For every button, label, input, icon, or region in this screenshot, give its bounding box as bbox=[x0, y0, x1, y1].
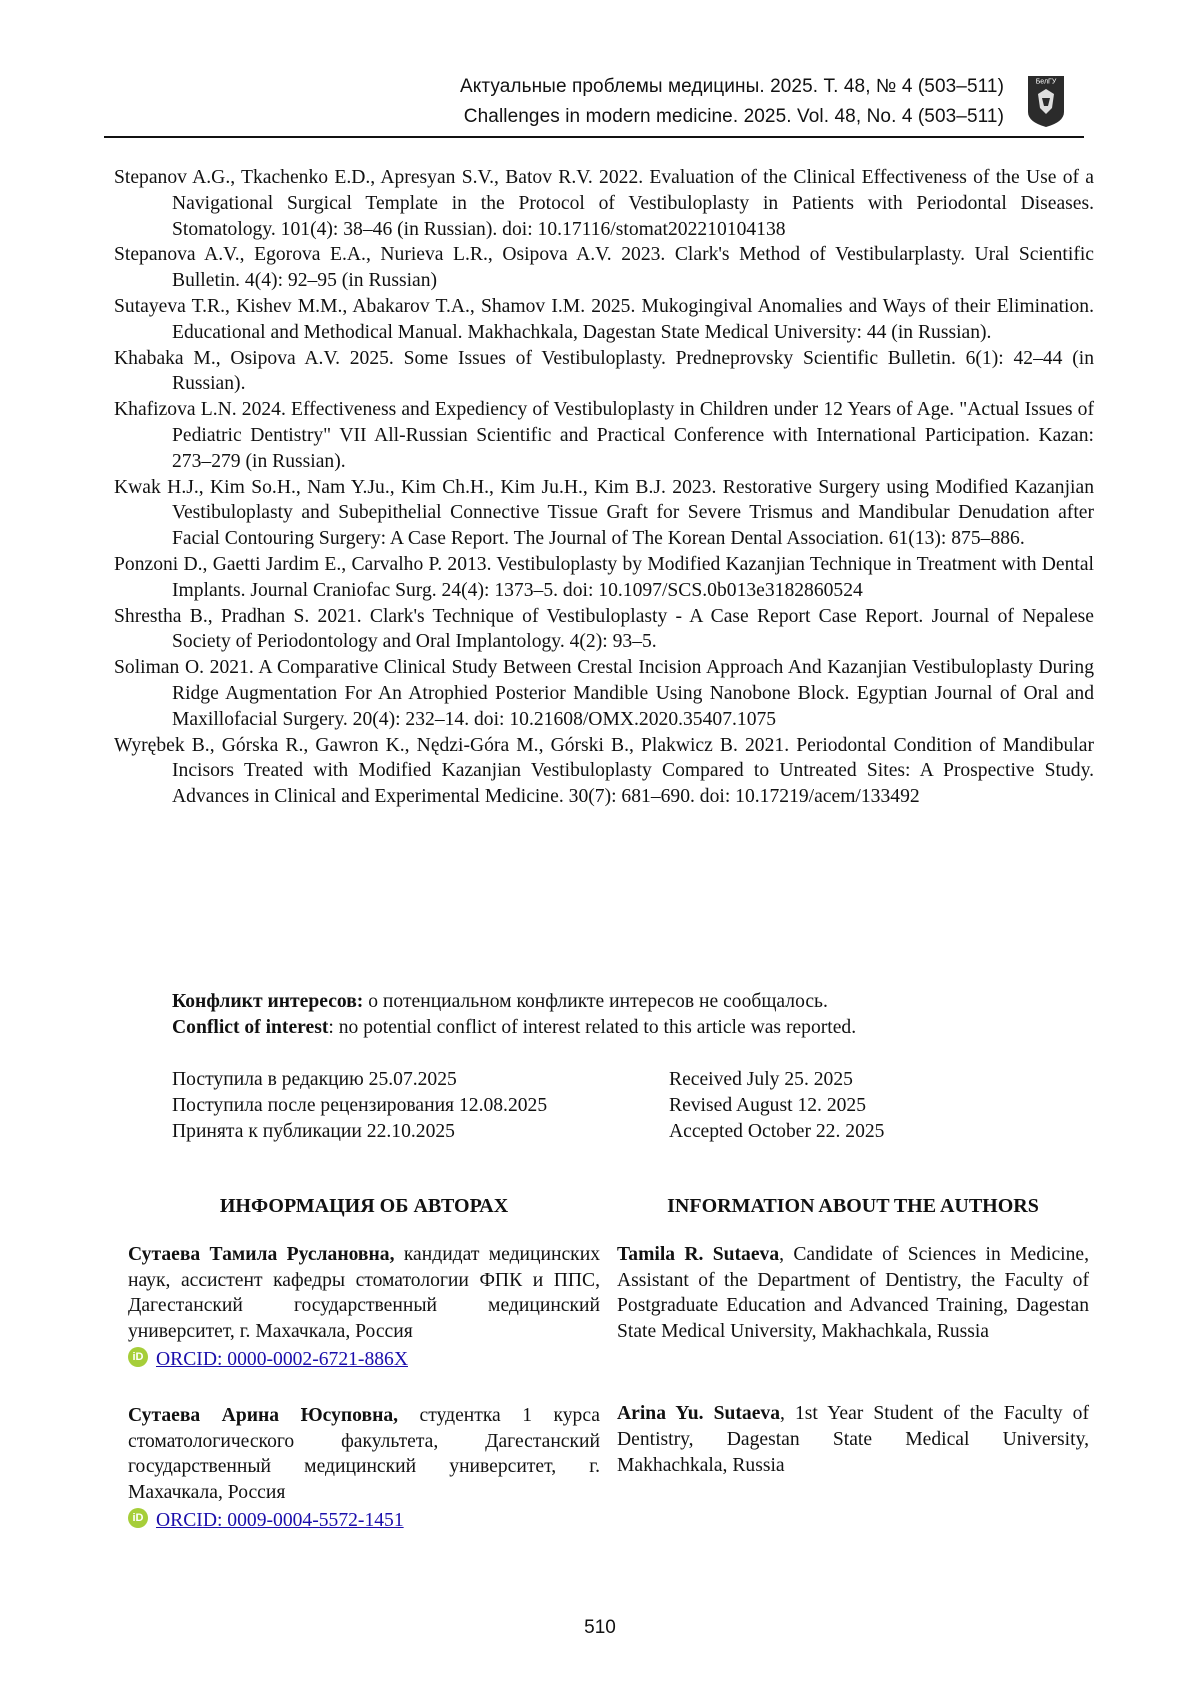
date-revised-en: Revised August 12. 2025 bbox=[669, 1094, 867, 1116]
orcid-icon: iD bbox=[128, 1347, 148, 1367]
conflict-ru bbox=[172, 989, 1092, 1015]
authors-info-en bbox=[617, 1194, 1089, 1508]
date-received-ru: Поступила в редакцию 25.07.2025 bbox=[172, 1069, 457, 1090]
author-name: Tamila R. Sutaeva bbox=[617, 1243, 780, 1265]
reference-item: Shrestha B., Pradhan S. 2021. Clark's Technique of Vestibuloplasty - A Case Report Case Report. Journal of Nepalese Society of Periodontology and Oral Implantology. 4(2): 93–5. bbox=[114, 605, 1094, 653]
header-text bbox=[460, 72, 1004, 132]
reference-item: Soliman O. 2021. A Comparative Clinical Study Between Crestal Incision Approach And Kazanjian Vestibuloplasty During Ridge Augmentation For An Atrophied Posterior Mandible Using Nanobone Block. Egyptian Journal of Oral and Maxillofacial Surgery. 20(4): 232–14. doi: 10.21608/OMX.2020.35407.1075 bbox=[114, 657, 1094, 730]
journal-header bbox=[104, 70, 1084, 138]
header-line-ru: Актуальные проблемы медицины. 2025. Т. 48, № 4 (503–511) bbox=[459, 76, 1004, 97]
reference-item: Stepanova A.V., Egorova E.A., Nurieva L.R., Osipova A.V. 2023. Clark's Method of Vestibularplasty. Ural Scientific Bulletin. 4(4): 92–95 (in Russian) bbox=[114, 244, 1094, 292]
author-description bbox=[128, 1242, 600, 1345]
author-block bbox=[617, 1242, 1089, 1345]
authors-title-ru: ИНФОРМАЦИЯ ОБ АВТОРАХ bbox=[219, 1195, 509, 1217]
author-block bbox=[128, 1242, 600, 1373]
date-revised-ru: Поступила после рецензирования 12.08.2025 bbox=[172, 1094, 548, 1116]
orcid-row bbox=[128, 1347, 600, 1373]
orcid-row bbox=[128, 1508, 600, 1534]
orcid-icon: iD bbox=[128, 1508, 148, 1528]
author-name: Arina Yu. Sutaeva bbox=[617, 1402, 780, 1424]
conflict-en bbox=[172, 1015, 1092, 1041]
author-name: Сутаева Тамила Руслановна, bbox=[128, 1243, 395, 1265]
author-description bbox=[617, 1242, 1089, 1345]
reference-item: Khabaka M., Osipova A.V. 2025. Some Issues of Vestibuloplasty. Predneprovsky Scientific Bulletin. 6(1): 42–44 (in Russian). bbox=[114, 347, 1094, 395]
orcid-link[interactable]: ORCID: 0009-0004-5572-1451 bbox=[156, 1509, 404, 1531]
author-desc-text: , Candidate of Sciences in Medicine, Assistant of the Department of Dentistry, the Faculty of Postgraduate Education and Advanced Training, Dagestan State Medical University, Makhachkala, Russia bbox=[617, 1243, 1089, 1343]
page-number: 510 bbox=[584, 1617, 616, 1638]
conflict-en-label: Conflict of interest bbox=[172, 1016, 329, 1038]
authors-title-en: INFORMATION ABOUT THE AUTHORS bbox=[667, 1195, 1039, 1217]
dates-en bbox=[669, 1067, 884, 1144]
author-description bbox=[128, 1403, 600, 1506]
author-desc-text: студентка 1 курса стоматологического факультета, Дагестанский государственный медицинский университет, г. Махачкала, Россия bbox=[128, 1404, 600, 1504]
reference-list bbox=[114, 165, 1094, 810]
orcid-link[interactable]: ORCID: 0000-0002-6721-886X bbox=[156, 1348, 408, 1370]
conflict-ru-label: Конфликт интересов: bbox=[172, 991, 364, 1012]
conflict-en-text: : no potential conflict of interest related to this article was reported. bbox=[328, 1016, 857, 1038]
reference-item: Wyrębek B., Górska R., Gawron K., Nędzi-Góra M., Górski B., Plakwicz B. 2021. Periodontal Condition of Mandibular Incisors Treated with Modified Kazanjian Vestibuloplasty Compared to Untreated Sites: A Prospective Study. Advances in Clinical and Experimental Medicine. 30(7): 681–690. doi: 10.17219/acem/133492 bbox=[114, 734, 1094, 808]
conflict-of-interest bbox=[172, 989, 1092, 1041]
header-line-en: Challenges in modern medicine. 2025. Vol. 48, No. 4 (503–511) bbox=[463, 106, 1004, 127]
author-description bbox=[617, 1401, 1089, 1478]
author-desc-text: , 1st Year Student of the Faculty of Dentistry, Dagestan State Medical University, Makhachkala, Russia bbox=[617, 1402, 1089, 1476]
university-logo bbox=[1026, 74, 1066, 128]
author-name: Сутаева Арина Юсуповна, bbox=[128, 1404, 399, 1426]
reference-item: Kwak H.J., Kim So.H., Nam Y.Ju., Kim Ch.H., Kim Ju.H., Kim B.J. 2023. Restorative Surgery using Modified Kazanjian Vestibuloplasty and Subepithelial Connective Tissue Graft for Severe Trismus and Mandibular Denudation after Facial Contouring Surgery: A Case Report. The Journal of The Korean Dental Association. 61(13): 875–886. bbox=[114, 476, 1094, 550]
dates-ru bbox=[172, 1067, 547, 1144]
reference-item: Sutayeva T.R., Kishev M.M., Abakarov T.A., Shamov I.M. 2025. Mukogingival Anomalies and Ways of their Elimination. Educational and Methodical Manual. Makhachkala, Dagestan State Medical University: 44 (in Russian). bbox=[114, 295, 1094, 343]
authors-info-ru bbox=[128, 1194, 600, 1564]
conflict-ru-text: о потенциальном конфликте интересов не сообщалось. bbox=[363, 991, 828, 1012]
date-accepted-en: Accepted October 22. 2025 bbox=[669, 1120, 885, 1142]
author-block bbox=[128, 1403, 600, 1534]
date-accepted-ru: Принята к публикации 22.10.2025 bbox=[172, 1120, 455, 1142]
reference-item: Khafizova L.N. 2024. Effectiveness and Expediency of Vestibuloplasty in Children under 12 Years of Age. "Actual Issues of Pediatric Dentistry" VII All-Russian Scientific and Practical Conference with International Participation. Kazan: 273–279 (in Russian). bbox=[114, 399, 1094, 472]
reference-item: Ponzoni D., Gaetti Jardim E., Carvalho P. 2013. Vestibuloplasty by Modified Kazanjian Technique in Treatment with Dental Implants. Journal Craniofac Surg. 24(4): 1373–5. doi: 10.1097/SCS.0b013e3182860524 bbox=[114, 553, 1094, 601]
author-block bbox=[617, 1401, 1089, 1478]
reference-item: Stepanov A.G., Tkachenko E.D., Apresyan S.V., Batov R.V. 2022. Evaluation of the Clinical Effectiveness of the Use of a Navigational Surgical Template in the Protocol of Vestibuloplasty in Patients with Periodontal Diseases. Stomatology. 101(4): 38–46 (in Russian). doi: 10.17116/stomat202210104138 bbox=[114, 167, 1094, 240]
logo-text: БелГУ bbox=[1035, 78, 1057, 86]
author-desc-text: кандидат медицинских наук, ассистент кафедры стоматологии ФПК и ППС, Дагестанский государственный медицинский университет, г. Махачкала, Россия bbox=[128, 1243, 600, 1343]
date-received-en: Received July 25. 2025 bbox=[669, 1069, 853, 1090]
